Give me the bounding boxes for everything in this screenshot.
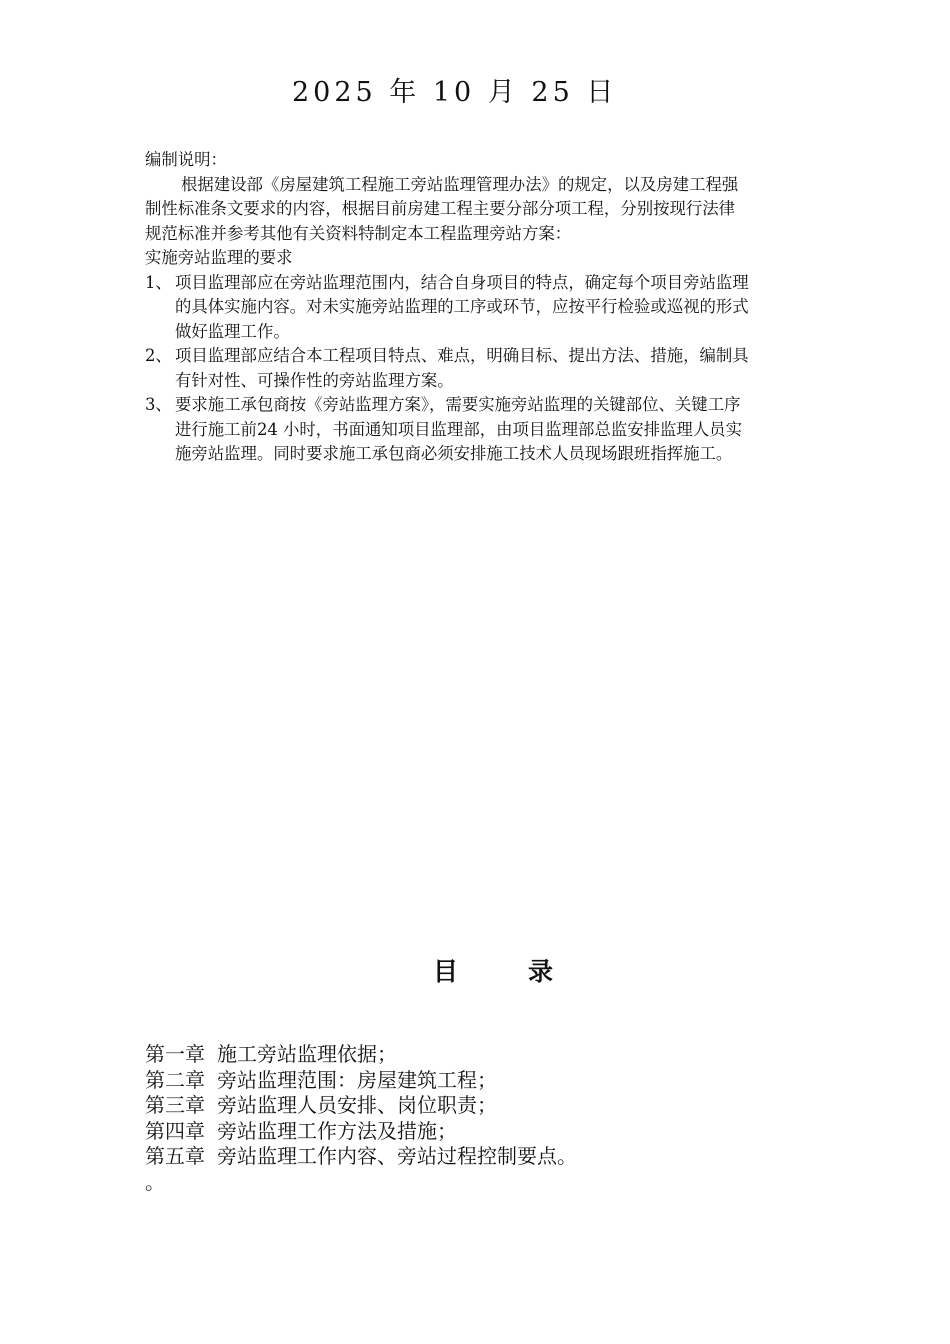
trailing-mark: 。	[145, 1169, 165, 1194]
toc-entry	[145, 1119, 577, 1145]
requirement-line: 进行施工前24 小时，书面通知项目监理部，由项目监理部总监安排监理人员实	[175, 419, 742, 439]
toc-entry	[145, 1068, 577, 1094]
toc-entry	[145, 1093, 577, 1119]
requirement-line: 施旁站监理。同时要求施工承包商必须安排施工技术人员现场跟班指挥施工。	[175, 444, 733, 463]
requirement-number: 3、	[145, 395, 172, 414]
requirement-line: 项目监理部应结合本工程项目特点、难点，明确目标、提出方法、措施，编制具	[175, 346, 749, 365]
requirement-item	[145, 393, 845, 467]
notes-paragraph-line: 根据建设部《房屋建筑工程施工旁站监理管理办法》的规定，以及房建工程强	[181, 174, 739, 194]
table-of-contents	[145, 1042, 577, 1195]
requirement-line: 有针对性、可操作性的旁站监理方案。	[175, 370, 454, 390]
compilation-notes	[145, 148, 845, 467]
toc-title: 目录	[433, 957, 624, 986]
toc-entry-title: 旁站监理工作内容、旁站过程控制要点。	[217, 1144, 577, 1168]
requirement-item	[145, 271, 845, 345]
toc-chapter: 第四章	[145, 1118, 205, 1143]
toc-entry-title: 旁站监理工作方法及措施；	[217, 1118, 457, 1143]
toc-chapter: 第一章	[145, 1042, 205, 1066]
notes-paragraph-line: 制性标准条文要求的内容，根据目前房建工程主要分部分项工程，分别按现行法律	[145, 199, 736, 218]
requirement-number: 1、	[145, 272, 172, 292]
toc-entry	[145, 1042, 577, 1068]
toc-entry-title: 旁站监理范围：房屋建筑工程；	[217, 1067, 497, 1092]
requirement-line: 做好监理工作。	[175, 321, 290, 341]
toc-chapter: 第二章	[145, 1067, 205, 1092]
requirement-line: 项目监理部应在旁站监理范围内，结合自身项目的特点，确定每个项目旁站监理	[175, 272, 749, 292]
requirements-list	[145, 271, 845, 467]
toc-entry-title: 旁站监理人员安排、岗位职责；	[217, 1093, 497, 1117]
requirements-heading: 实施旁站监理的要求	[145, 248, 293, 267]
toc-entry	[145, 1144, 577, 1170]
toc-entry-title: 施工旁站监理依据；	[217, 1042, 397, 1066]
toc-chapter: 第五章	[145, 1144, 205, 1168]
requirement-line: 的具体实施内容。对未实施旁站监理的工序或环节，应按平行检验或巡视的形式	[175, 297, 749, 316]
requirement-line: 要求施工承包商按《旁站监理方案》，需要实施旁站监理的关键部位、关键工序	[175, 395, 741, 414]
notes-paragraph-line: 规范标准并参考其他有关资料特制定本工程监理旁站方案：	[145, 223, 572, 243]
requirement-item	[145, 344, 845, 393]
requirement-number: 2、	[145, 346, 172, 365]
toc-chapter: 第三章	[145, 1093, 205, 1117]
notes-heading: 编制说明：	[145, 150, 227, 169]
document-date: 2025 年 10 月 25 日	[292, 77, 618, 108]
